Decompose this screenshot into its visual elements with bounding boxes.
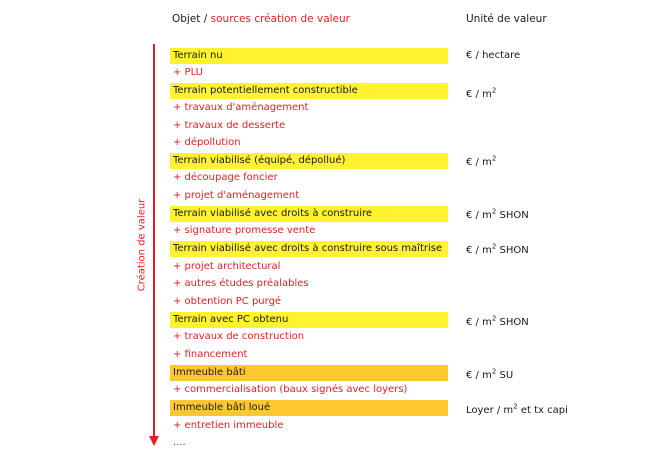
unit-text: € / m <box>466 210 492 221</box>
unit-suffix: SHON <box>496 317 529 328</box>
unit-text: € / m <box>466 245 492 256</box>
source-item-ellipsis: .... <box>173 437 186 448</box>
unit-exponent: 2 <box>491 242 497 251</box>
header-object-label: Objet / <box>172 13 211 25</box>
header-object-sources <box>172 13 350 25</box>
value-creation-arrow-line <box>153 44 155 436</box>
stage-terrain-nu: Terrain nu <box>170 48 448 64</box>
source-item: + dépollution <box>173 137 241 148</box>
unit-value <box>466 403 568 419</box>
unit-exponent: 2 <box>491 367 497 376</box>
source-item: + autres études préalables <box>173 278 309 289</box>
unit-exponent: 2 <box>491 86 497 95</box>
stage-pc-obtenu: Terrain avec PC obtenu <box>170 312 448 328</box>
unit-value <box>466 368 513 384</box>
unit-text: € / m <box>466 89 492 100</box>
unit-value <box>466 87 496 103</box>
stage-immeuble-bati: Immeuble bâti <box>170 365 448 381</box>
unit-value <box>466 48 520 64</box>
unit-suffix: SU <box>496 370 514 381</box>
source-item: + découpage foncier <box>173 172 278 183</box>
value-creation-axis-label: Création de valeur <box>136 198 148 292</box>
unit-text: € / m <box>466 317 492 328</box>
source-item: + commercialisation (baux signés avec loyers) <box>173 384 408 395</box>
unit-text: € / m <box>466 157 492 168</box>
unit-exponent: 2 <box>491 314 497 323</box>
unit-suffix: SHON <box>496 210 529 221</box>
source-item: + signature promesse vente <box>173 225 316 236</box>
stage-droits-construire: Terrain viabilisé avec droits à construire <box>170 206 448 222</box>
stage-droits-sous-maitrise: Terrain viabilisé avec droits à construire sous maîtrise <box>170 241 448 257</box>
value-creation-arrow-head <box>149 436 159 446</box>
unit-value <box>466 243 529 259</box>
source-item: + projet d'aménagement <box>173 190 300 201</box>
source-item: + projet architectural <box>173 261 281 272</box>
unit-text: € / m <box>466 370 492 381</box>
unit-suffix: et tx capi <box>517 405 568 416</box>
source-item: + financement <box>173 349 248 360</box>
unit-value <box>466 315 529 331</box>
source-item: + travaux d'aménagement <box>173 102 309 113</box>
unit-value <box>466 155 496 171</box>
header-sources-label: sources création de valeur <box>210 13 350 25</box>
stage-terrain-constructible: Terrain potentiellement constructible <box>170 83 448 99</box>
source-item: + PLU <box>173 67 203 78</box>
unit-suffix: SHON <box>496 245 529 256</box>
header-unit-label: Unité de valeur <box>466 13 547 25</box>
stage-immeuble-loue: Immeuble bâti loué <box>170 400 448 416</box>
unit-exponent: 2 <box>491 207 497 216</box>
source-item: + obtention PC purgé <box>173 296 282 307</box>
unit-text: € / hectare <box>466 50 521 61</box>
source-item: + travaux de desserte <box>173 120 286 131</box>
unit-text: Loyer / m <box>466 405 514 416</box>
source-item: + travaux de construction <box>173 331 305 342</box>
unit-value <box>466 208 529 224</box>
stage-terrain-viabilise: Terrain viabilisé (équipé, dépollué) <box>170 153 448 169</box>
source-item: + entretien immeuble <box>173 420 284 431</box>
unit-exponent: 2 <box>513 402 518 411</box>
unit-exponent: 2 <box>491 154 497 163</box>
